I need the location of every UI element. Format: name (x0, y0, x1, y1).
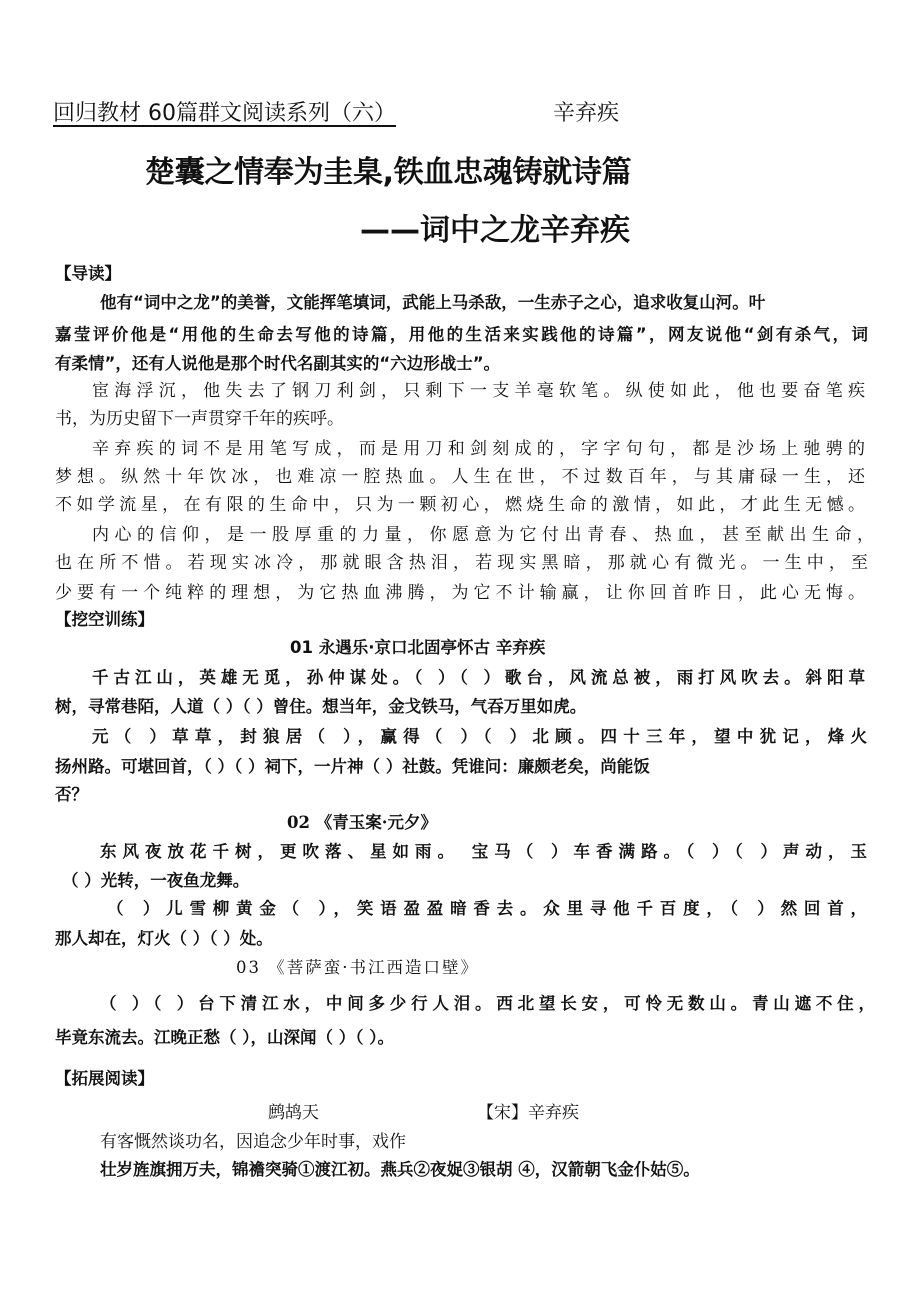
poem-line: （ ）（ ）台下清江水，中间多少行人泪。西北望长安，可怜无数山。青山遮不住， (100, 994, 875, 1013)
extension-label: 【拓展阅读】 (55, 1069, 154, 1088)
poem-line: 壮岁旌旗拥万夫，锦襜突骑①渡江初。燕兵②夜娖③银胡 ④，汉箭朝飞金仆姑⑤。 (100, 1160, 700, 1179)
poem-heading: 01 永遇乐·京口北固亭怀古 辛弃疾 (290, 638, 546, 657)
intro-line: 少要有一个纯粹的理想，为它热血沸腾，为它不计输赢，让你回首昨日，此心无悔。 (55, 583, 865, 603)
intro-line: 有柔情”，还有人说他是那个时代名副其实的“六边形战士”。 (55, 354, 501, 373)
intro-line: 他有“词中之龙”的美誉，文能挥笔填词，武能上马杀敌，一生赤子之心，追求收复山河。叶 (100, 293, 766, 312)
poem-line: 否？ (55, 785, 88, 804)
poem-line: 毕竟东流去。江晚正愁（ ），山深闻（ ）（ ）。 (55, 1028, 394, 1047)
intro-line: 辛弃疾的词不是用笔写成，而是用刀和剑刻成的，字字句句，都是沙场上驰骋的 (92, 439, 865, 459)
poem-author: 【宋】辛弃疾 (477, 1103, 579, 1123)
poem-heading: 02 《青玉案·元夕》 (287, 813, 437, 832)
intro-line: 宦海浮沉，他失去了钢刀利剑，只剩下一支羊毫软笔。纵使如此，他也要奋笔疾 (92, 381, 865, 401)
poem-line: 东风夜放花千树，更吹落、星如雨。 宝马（ ）车香满路。（ ）（ ）声动，玉 (100, 842, 867, 861)
intro-line: 梦想。纵然十年饮冰，也难凉一腔热血。人生在世，不过数百年，与其庸碌一生，还 (55, 467, 865, 487)
poem-line: 千古江山，英雄无觅，孙仲谋处。（ ）（ ）歌台，风流总被，雨打风吹去。斜阳草 (92, 668, 865, 687)
exercise-label: 【挖空训练】 (55, 610, 154, 629)
poem-line: 扬州路。可堪回首，（ ）（ ）祠下，一片神（ ）社鼓。凭谁问：廉颇老矣，尚能饭 (55, 757, 650, 776)
poem-line: 元（ ）草草，封狼居（ ），赢得（ ）（ ）北顾。四十三年，望中犹记，烽火 (92, 727, 867, 746)
intro-line: 不如学流星，在有限的生命中，只为一颗初心，燃烧生命的激情，如此，才此生无憾。 (55, 495, 865, 515)
intro-line: 嘉莹评价他是“用他的生命去写他的诗篇，用他的生活来实践他的诗篇”，网友说他“剑有杀气，词 (55, 325, 868, 344)
intro-line: 书，为历史留下一声贯穿千年的疾呼。 (55, 409, 344, 429)
intro-label: 【导读】 (55, 264, 121, 283)
main-title: 楚囊之情奉为圭臬,铁血忠魂铸就诗篇 (145, 155, 632, 190)
poem-title: 鹧鸪天 (268, 1103, 319, 1123)
poem-heading: 03 《菩萨蛮·书江西造口壁》 (236, 958, 479, 977)
series-title: 回归教材 60篇群文阅读系列（六） (53, 101, 396, 126)
poem-preface: 有客慨然谈功名，因追念少年时事，戏作 (100, 1132, 406, 1152)
poem-line: 树，寻常巷陌，人道（ ）（ ）曾住。想当年，金戈铁马，气吞万里如虎。 (55, 697, 587, 716)
poem-line: （ ）儿雪柳黄金（ ），笑语盈盈暗香去。众里寻他千百度，（ ）然回首， (107, 899, 867, 918)
header-author: 辛弃疾 (553, 101, 620, 126)
intro-line: 也在所不惜。若现实冰冷，那就眼含热泪，若现实黑暗，那就心有微光。一生中，至 (55, 553, 868, 573)
sub-title: ——词中之龙辛弃疾 (360, 213, 630, 248)
poem-line: 那人却在，灯火（ ）（ ）处。 (55, 929, 273, 948)
intro-line: 内心的信仰，是一股厚重的力量，你愿意为它付出青春、热血，甚至献出生命， (92, 525, 874, 545)
poem-line: （ ）光转，一夜鱼龙舞。 (62, 871, 250, 890)
